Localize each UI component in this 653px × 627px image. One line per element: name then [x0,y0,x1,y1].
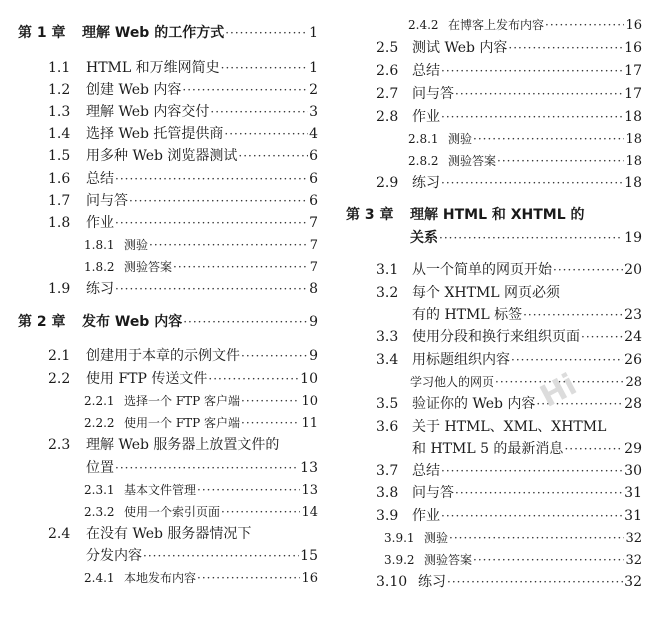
page-number: 13 [301,483,318,498]
section-number: 3.8 [376,485,399,501]
chapter-number: 第 2 章 [18,314,66,330]
toc-entry [342,106,642,128]
section-title: 使用 FTP 传送文件 [86,371,208,387]
section-title: 位置 [86,460,114,476]
page-number: 13 [300,460,318,476]
section-title: 测试 Web 内容 [412,40,508,56]
page-number: 16 [624,40,642,56]
page-number: 26 [624,352,642,368]
page-number: 14 [301,505,318,520]
page-number: 7 [309,260,318,275]
toc-entry [0,212,318,234]
section-title: 总结 [412,463,440,479]
dot-leader [441,172,623,194]
section-number: 1.2 [48,82,71,98]
section-number: 3.5 [376,396,399,412]
section-title: 问与答 [412,485,454,501]
subsection-title: 测验 [448,132,473,146]
section-title: 创建 Web 内容 [86,82,182,98]
section-number: 1.8 [48,215,71,231]
page-number: 16 [301,571,318,586]
toc-subentry [0,567,318,589]
subsection-title: 测验 [424,531,449,545]
toc-entry-first-line [342,282,642,304]
section-title: 问与答 [412,86,454,102]
toc-entry-continuation [0,457,318,479]
section-number: 3.4 [376,352,399,368]
dot-leader [508,37,623,59]
subsection-title: 在博客上发布内容 [448,18,545,32]
subsection-number: 3.9.1 [384,531,415,545]
toc-entry [0,57,318,79]
section-number: 1.4 [48,126,71,142]
section-title-line1: 每个 XHTML 网页必须 [412,285,561,301]
toc-entry-first-line [342,416,642,438]
subsection-title: 本地发布内容 [124,571,197,585]
dot-leader [225,22,308,44]
dot-leader [511,349,623,371]
dot-leader [115,457,299,479]
toc-entry [0,168,318,190]
page-number: 15 [300,548,318,564]
page-number: 3 [309,104,318,120]
watermark: Hi [534,367,583,415]
dot-leader [449,527,624,549]
dot-leader [208,368,299,390]
toc-subentry [342,14,642,36]
section-title: 总结 [86,171,114,187]
subsection-title: 基本文件管理 [124,483,197,497]
subsection-title: 使用一个 FTP 客户端 [124,416,241,430]
page-number: 17 [624,63,642,79]
chapter-number: 第 1 章 [18,25,66,41]
sidebar-title: 学习他人的网页 [410,375,495,389]
toc-entry [342,83,642,105]
subsection-number: 1.8.1 [84,238,115,252]
section-number: 2.6 [376,63,399,79]
subsection-number: 2.2.2 [84,416,115,430]
toc-chapter-3-first-line [342,204,642,226]
section-title: 用多种 Web 浏览器测试 [86,148,238,164]
dot-leader [210,101,308,123]
subsection-title: 测验答案 [448,154,497,168]
section-title: 和 HTML 5 的最新消息 [412,441,564,457]
page-number: 10 [301,394,318,409]
dot-leader [523,304,623,326]
subsection-title: 测验答案 [124,260,173,274]
dot-leader [143,545,299,567]
subsection-number: 2.4.2 [408,18,439,32]
toc-entry-first-line [0,523,318,545]
toc-entry [342,349,642,371]
page-number: 6 [309,148,318,164]
section-number: 2.7 [376,86,399,102]
dot-leader [495,371,624,393]
section-title: 分发内容 [86,548,142,564]
section-title: 有的 HTML 标签 [412,307,523,323]
dot-leader [241,412,300,434]
page-number: 29 [624,441,642,457]
section-number: 2.9 [376,175,399,191]
section-number: 1.6 [48,171,71,187]
section-title: 问与答 [86,193,128,209]
section-number: 3.9 [376,508,399,524]
dot-leader [447,571,623,593]
subsection-number: 2.2.1 [84,394,115,408]
toc-subentry [342,128,642,150]
toc-entry [0,123,318,145]
section-number: 2.5 [376,40,399,56]
toc-subentry [0,412,318,434]
chapter-title: 发布 Web 内容 [82,314,183,330]
page-number: 31 [624,508,642,524]
section-title: 作业 [412,109,440,125]
subsection-number: 2.8.1 [408,132,439,146]
section-title: 作业 [86,215,114,231]
toc-subentry [342,527,642,549]
toc-entry [342,460,642,482]
dot-leader [115,168,308,190]
dot-leader [545,14,624,36]
section-title: 用标题组织内容 [412,352,510,368]
section-number: 1.1 [48,60,71,76]
section-title-line1: 在没有 Web 服务器情况下 [86,526,252,542]
toc-subentry [0,501,318,523]
section-title: 使用分段和换行来组织页面 [412,329,580,345]
section-number: 3.1 [376,262,399,278]
section-title: 练习 [86,281,114,297]
section-number: 2.8 [376,109,399,125]
section-number: 1.7 [48,193,71,209]
toc-subentry [0,256,318,278]
subsection-title: 选择一个 FTP 客户端 [124,394,241,408]
toc-entry [0,345,318,367]
page-number: 28 [625,375,642,390]
page-number: 17 [624,86,642,102]
subsection-number: 2.3.1 [84,483,115,497]
section-number: 3.3 [376,329,399,345]
section-number: 3.10 [376,574,408,590]
page-number: 30 [624,463,642,479]
page-number: 7 [309,238,318,253]
toc-subentry [0,390,318,412]
page-number: 23 [624,307,642,323]
page-number: 9 [309,314,318,330]
toc-entry [0,190,318,212]
chapter-title-line1: 理解 HTML 和 XHTML 的 [410,207,585,223]
page-number: 32 [625,553,642,568]
page-number: 19 [624,230,642,246]
dot-leader [497,150,624,172]
section-number: 2.3 [48,437,71,453]
dot-leader [129,190,308,212]
toc-chapter-1 [0,22,318,44]
subsection-title: 测验 [124,238,149,252]
section-number: 1.3 [48,104,71,120]
toc-entry-continuation [342,438,642,460]
toc-chapter-2 [0,311,318,333]
section-number: 1.9 [48,281,71,297]
section-title: 练习 [418,574,446,590]
section-number: 2.2 [48,371,71,387]
page-number: 9 [309,348,318,364]
toc-entry-continuation [0,545,318,567]
section-number: 3.2 [376,285,399,301]
toc-entry [0,368,318,390]
dot-leader [455,83,623,105]
section-title: 验证你的 Web 内容 [412,396,536,412]
page-number: 6 [309,193,318,209]
section-title: 理解 Web 内容交付 [86,104,210,120]
dot-leader [182,79,308,101]
dot-leader [197,567,300,589]
toc-entry [342,326,642,348]
toc-chapter-3-continuation [342,227,642,249]
toc-entry [342,571,642,593]
dot-leader [241,390,300,412]
toc-subentry [0,234,318,256]
subsection-number: 2.4.1 [84,571,115,585]
toc-subentry [342,150,642,172]
dot-leader [241,345,308,367]
toc-entry-continuation [342,304,642,326]
toc-entry [342,60,642,82]
page-number: 7 [309,215,318,231]
toc-subentry [342,549,642,571]
toc-entry [342,505,642,527]
section-title-line1: 关于 HTML、XML、XHTML [412,419,607,435]
page-number: 1 [309,60,318,76]
chapter-title: 关系 [410,230,438,246]
dot-leader [224,123,308,145]
toc-entry [342,482,642,504]
dot-leader [441,460,623,482]
dot-leader [197,479,300,501]
page-number: 2 [309,82,318,98]
section-title: 从一个简单的网页开始 [412,262,552,278]
dot-leader [183,311,308,333]
toc-entry-first-line [0,434,318,456]
dot-leader [473,128,624,150]
page-number: 28 [624,396,642,412]
chapter-title: 理解 Web 的工作方式 [82,25,225,41]
section-title: 作业 [412,508,440,524]
toc-entry [0,79,318,101]
section-number: 1.5 [48,148,71,164]
toc-entry [0,145,318,167]
toc-entry [342,37,642,59]
page-number: 8 [309,281,318,297]
dot-leader [441,106,623,128]
page-number: 6 [309,171,318,187]
toc-entry [342,259,642,281]
chapter-number: 第 3 章 [346,207,394,223]
section-title: 选择 Web 托管提供商 [86,126,224,142]
section-title: 总结 [412,63,440,79]
section-title-line1: 理解 Web 服务器上放置文件的 [86,437,280,453]
page-number: 10 [300,371,318,387]
page-number: 20 [624,262,642,278]
section-title: 练习 [412,175,440,191]
page-number: 32 [624,574,642,590]
section-number: 2.1 [48,348,71,364]
toc-sidebar-entry [342,371,642,393]
toc-entry [0,101,318,123]
subsection-number: 2.8.2 [408,154,439,168]
page-number: 16 [625,18,642,33]
dot-leader [536,393,623,415]
section-title: HTML 和万维网简史 [86,60,220,76]
section-number: 3.6 [376,419,399,435]
page-number: 11 [301,416,318,431]
page-number: 1 [309,25,318,41]
page-number: 31 [624,485,642,501]
dot-leader [581,326,623,348]
dot-leader [238,145,308,167]
section-number: 2.4 [48,526,71,542]
section-number: 3.7 [376,463,399,479]
page-number: 32 [625,531,642,546]
dot-leader [441,505,623,527]
dot-leader [221,57,308,79]
dot-leader [564,438,623,460]
page-number: 18 [625,154,642,169]
toc-subentry [0,479,318,501]
page-number: 18 [625,132,642,147]
dot-leader [221,501,300,523]
dot-leader [173,256,309,278]
dot-leader [115,278,308,300]
dot-leader [439,227,623,249]
subsection-number: 3.9.2 [384,553,415,567]
page-number: 18 [624,175,642,191]
dot-leader [455,482,623,504]
section-title: 创建用于本章的示例文件 [86,348,240,364]
subsection-title: 测验答案 [424,553,473,567]
subsection-number: 1.8.2 [84,260,115,274]
dot-leader [149,234,309,256]
page-number: 4 [309,126,318,142]
dot-leader [441,60,623,82]
toc-entry [0,278,318,300]
toc-entry [342,393,642,415]
dot-leader [473,549,624,571]
subsection-title: 使用一个索引页面 [124,505,221,519]
dot-leader [115,212,308,234]
toc-entry [342,172,642,194]
page-number: 18 [624,109,642,125]
page-number: 24 [624,329,642,345]
dot-leader [553,259,623,281]
subsection-number: 2.3.2 [84,505,115,519]
